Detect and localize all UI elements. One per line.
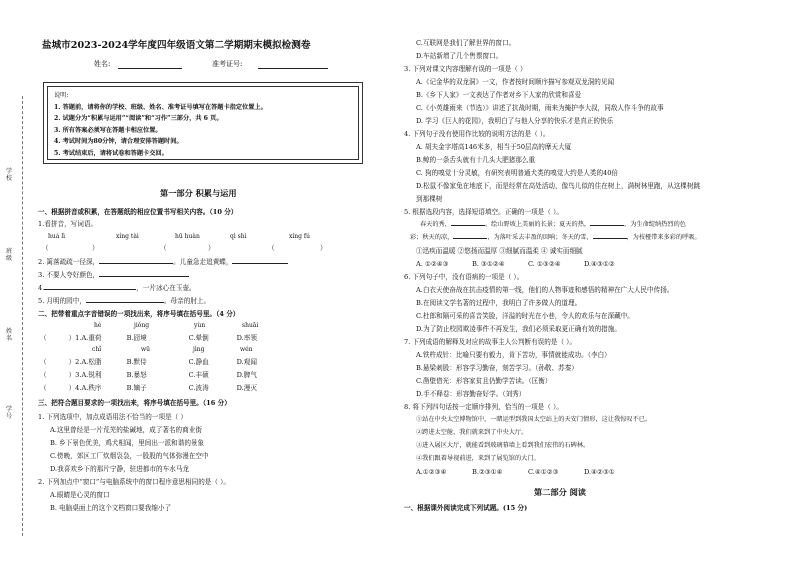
answer-paren: （ [160,244,167,252]
fill-blank[interactable] [99,276,189,277]
s3-q2: 2. 下列加点中“窗口”与电脑系统中的窗口程序意思相同的是（ ）。 [38,478,230,486]
option: A.这里曾经是一片荒芜的盐碱地，成了著名的商业街 [50,426,202,434]
fill-blank[interactable] [99,263,173,264]
part2-section1-title: 一、根据课外阅读完成下列试题。(15 分) [404,504,528,512]
s2-pinyin: chǐ [92,346,102,353]
exam-no-field[interactable] [258,68,328,69]
side-label-number: 学号 [6,406,13,420]
side-label-name: 姓名 [6,328,13,342]
answer-paren: ） [208,244,215,252]
pinyin-2: xíng tài [116,233,139,240]
q5-choices: ①迅疾而温暖 ②悠扬而温厚 ③细腻而温柔 ④ 诚实而细腻 [416,247,583,255]
option: C.《小英雄雨来（节选）》讲述了抗战时期，雨来为掩护李大叔，同敌人作斗争的故事 [416,104,664,112]
s1-q1: 1.看拼音，写词语。 [38,220,98,228]
instruction-item: 2. 试题分为“积累与运用”“阅读”和“习作”三部分，共 6 页。 [54,115,223,122]
pinyin-4: qì shì [230,233,247,240]
answer-paren: ） [320,244,327,252]
option: C. 狗的嗅觉十分灵敏，有研究表明普通犬类的嗅觉大约是人类的40倍 [416,169,619,177]
q7: 7. 下列成语的解释及对应的故事主人公判断有误的是（ ）。 [404,338,577,346]
instructions-heading: 说明: [54,92,69,99]
fill-blank[interactable] [451,225,485,226]
s2-row-4: （ ）4.A.秩序 B.嫡子 C.波涛 D.漫灭 [40,384,257,392]
option: B. 电脑桌面上的这个文档窗口要我缩小了 [50,504,172,512]
name-label: 姓名: [94,60,111,68]
s1-q5: 5. 月明的园中， 。母亲的肘上。 [38,297,211,305]
option: A. 胡夫金字塔高146米多，相当于50层高的摩天大厦 [416,143,572,151]
option: A.《记金华的双龙洞》一文，作者按时间顺序描写参观双龙洞的见闻 [416,78,615,86]
side-label-class: 班级 [6,248,13,262]
option: A.白衣天使奋战在抗击疫情的第一线，他们的人物事迹和感悟的精神在广大人民中传扬。 [416,286,674,294]
option: B.《乡下人家》一文表达了作者对乡下人家的欣赏和喜爱 [416,91,582,99]
answer-paren: （ [268,244,275,252]
instruction-item: 3. 所有答案必须写在答题卡相应位置。 [54,126,162,134]
option: D.松鼠不像家兔在地底下，而是经常在高处活动，像鸟儿似的住在树上，满树林里跑，从这棵树跳 [416,182,701,190]
option: B. ③①②④ [472,260,505,268]
part1-title: 第一部分 积累与运用 [160,188,237,198]
pinyin-1: huá lì [48,233,66,240]
s2-pinyin: jìng [193,346,205,353]
q8-item: ④我们跟着导视前进，来到了展览馆的大门。 [416,455,540,462]
instructions-box [43,82,363,164]
instruction-item: 4. 考试时间为80分钟，请合理安排答题时间。 [54,138,183,145]
s2-pinyin: wū [141,346,150,353]
exam-no-label: 准考证号: [212,60,243,68]
binding-line [22,96,23,536]
option: D. 学习《巨人的花园》，我明白了与他人分享的快乐才是真正的快乐 [416,117,614,125]
s2-pinyin: jiǒng [134,322,150,329]
fill-blank[interactable] [590,225,624,226]
side-label-school: 学校 [6,168,13,182]
option: D.车站新增了几个售票窗口。 [416,52,503,60]
s1-q3: 3. 不要人夸好颜色， [38,272,189,279]
option: A. ①②④③ [416,260,449,268]
option: C.④①②③ [528,468,559,476]
s2-pinyin: wén [240,346,253,353]
instruction-item: 1. 答题前，请将你的学校、班级、姓名、准考证号填写在答题卡指定位置上。 [54,103,267,111]
option: A.眼睛是心灵的窗口 [50,491,110,499]
pinyin-5: xíng fú [289,233,310,240]
option: B. 乡下景色优美，鸡犬相闻，里间出一派和谐的景象 [50,439,205,447]
q3: 3. 下列对课文内容理解有误的一项是（ ） [404,65,527,73]
answer-paren: ） [92,244,99,252]
s2-row-1: （ ）1.A.重荷 B.囧境 C.晕倒 D.率领 [40,334,257,342]
option: C. ①③②④ [528,260,561,268]
s2-pinyin: shuāi [242,322,259,329]
q5: 5. 根据选段内容，选择短语填空。正确的一项是（ ）。 [404,208,563,216]
option: A.铁杵成针：比喻只要有毅力，肯下苦功，事情就能成功。（李白） [416,351,611,359]
option: D.④②③① [584,468,615,476]
instruction-item: 5. 考试结束后，请将试卷和答题卡交回。 [54,149,168,157]
q8-item: ③进入展区大厅，就能看到玻璃幕墙上看到我们宏伟的石碑林。 [416,442,590,449]
option: D.手不释卷：形容勤奋好学。（刘秀） [416,390,526,398]
section3-title: 三、把符合题目要求的一项找出来，将序号填在括号里。（16 分） [38,399,231,407]
s2-pinyin: hè [94,322,102,329]
option: C.互联网是我们了解世界的窗口。 [416,39,516,47]
option: B.悬梁刺股：形容学习勤奋，刻苦学习。（孙敬、苏秦） [416,364,578,372]
q5-passage-line2: 彩；秋天的凉， ，为落叶采去丰盈的回响；冬天的雪， ，为枝桠带来多彩的呼吸。 [410,234,701,241]
fill-blank[interactable] [593,238,627,239]
answer-paren: （ [42,244,49,252]
option: B.在阅读文学名著的过程中，我明白了许多做人的道理。 [416,299,582,307]
option: A.①②③④ [416,468,447,476]
option: C.杜郎和隔可采的喜音笑脸，洋溢的时光在小巷，令人的欢乐与在深藏中。 [416,312,634,320]
option: D.④③①② [584,260,615,268]
option: D.为了防止校园欺凌事件不再发生，我们必须采取更正确有效的措施。 [416,325,621,333]
fill-blank[interactable] [86,302,164,303]
page-title: 盐城市2023-2024学年度四年级语文第二学期期末模拟检测卷 [42,40,311,51]
q6: 6. 下列句子中，没有语病的一项是（ ）。 [404,273,524,281]
fill-blank[interactable] [453,238,487,239]
fill-blank[interactable] [44,289,136,290]
q8: 8. 将下列四句话按一定顺序排列，恰当的一项是（ ）。 [404,403,563,411]
s2-row-3: （ ）3.A.锐利 B.暴怒 C.丰硕 D.脾气 [40,371,257,379]
section2-title: 二、把带着重点字音错误的一项找出来，将序号填在括号里。（4 分） [38,310,240,318]
q5-passage-line1: 春天的秀， 。绘山野坡上美丽的长景；夏天的热， ，为生命绽纳热烈的色 [420,221,686,228]
s2-pinyin: yùn [194,322,206,329]
pinyin-3: hū huàn [175,233,200,240]
q4: 4. 下列句子没有使用作比较的说明方法的是（ ）。 [404,130,550,138]
option-continued: 到那棵树 [416,195,443,203]
name-field[interactable] [118,68,182,69]
part2-title: 第二部分 阅读 [534,487,586,497]
option: C.傍晚，郊区工厂炊烟袅袅，一股股的气体弥漫在空中 [50,452,209,460]
section1-title: 一、根据拼音或积累，在答题纸的相应位置书写相关内容。（10 分） [38,208,238,216]
s1-q2: 2. 篱落疏疏一径深， 。儿童急走追黄蝶， [38,259,288,266]
s1-q4: 4. ，一片冰心在玉壶。 [38,284,196,292]
s3-q1: 1. 下列选项中，加点成语用法不恰当的一项是（ ） [38,413,187,421]
q8-item: ①站在中央太空博物馆中，一睹运型到我国太空站上的天安门情形，这让我惊叹不已。 [416,416,652,423]
option: B.鲸的一条舌头就有十几头大肥猪那么重 [416,156,536,164]
option: C.凿壁借光：形容家贫且仍勤学苦读。（匡衡） [416,377,552,385]
s2-row-2: （ ）2.A.松脂 B.默侍 C.静血 D.观闻 [40,358,257,366]
option: B.②③①④ [472,468,503,476]
fill-blank[interactable] [232,263,288,264]
q8-item: ②跨进太空舱，我们就来到了中央大厅。 [416,429,528,436]
option: D.我喜欢乡下的那片宁静，驻进都市的车水马龙 [50,465,190,473]
